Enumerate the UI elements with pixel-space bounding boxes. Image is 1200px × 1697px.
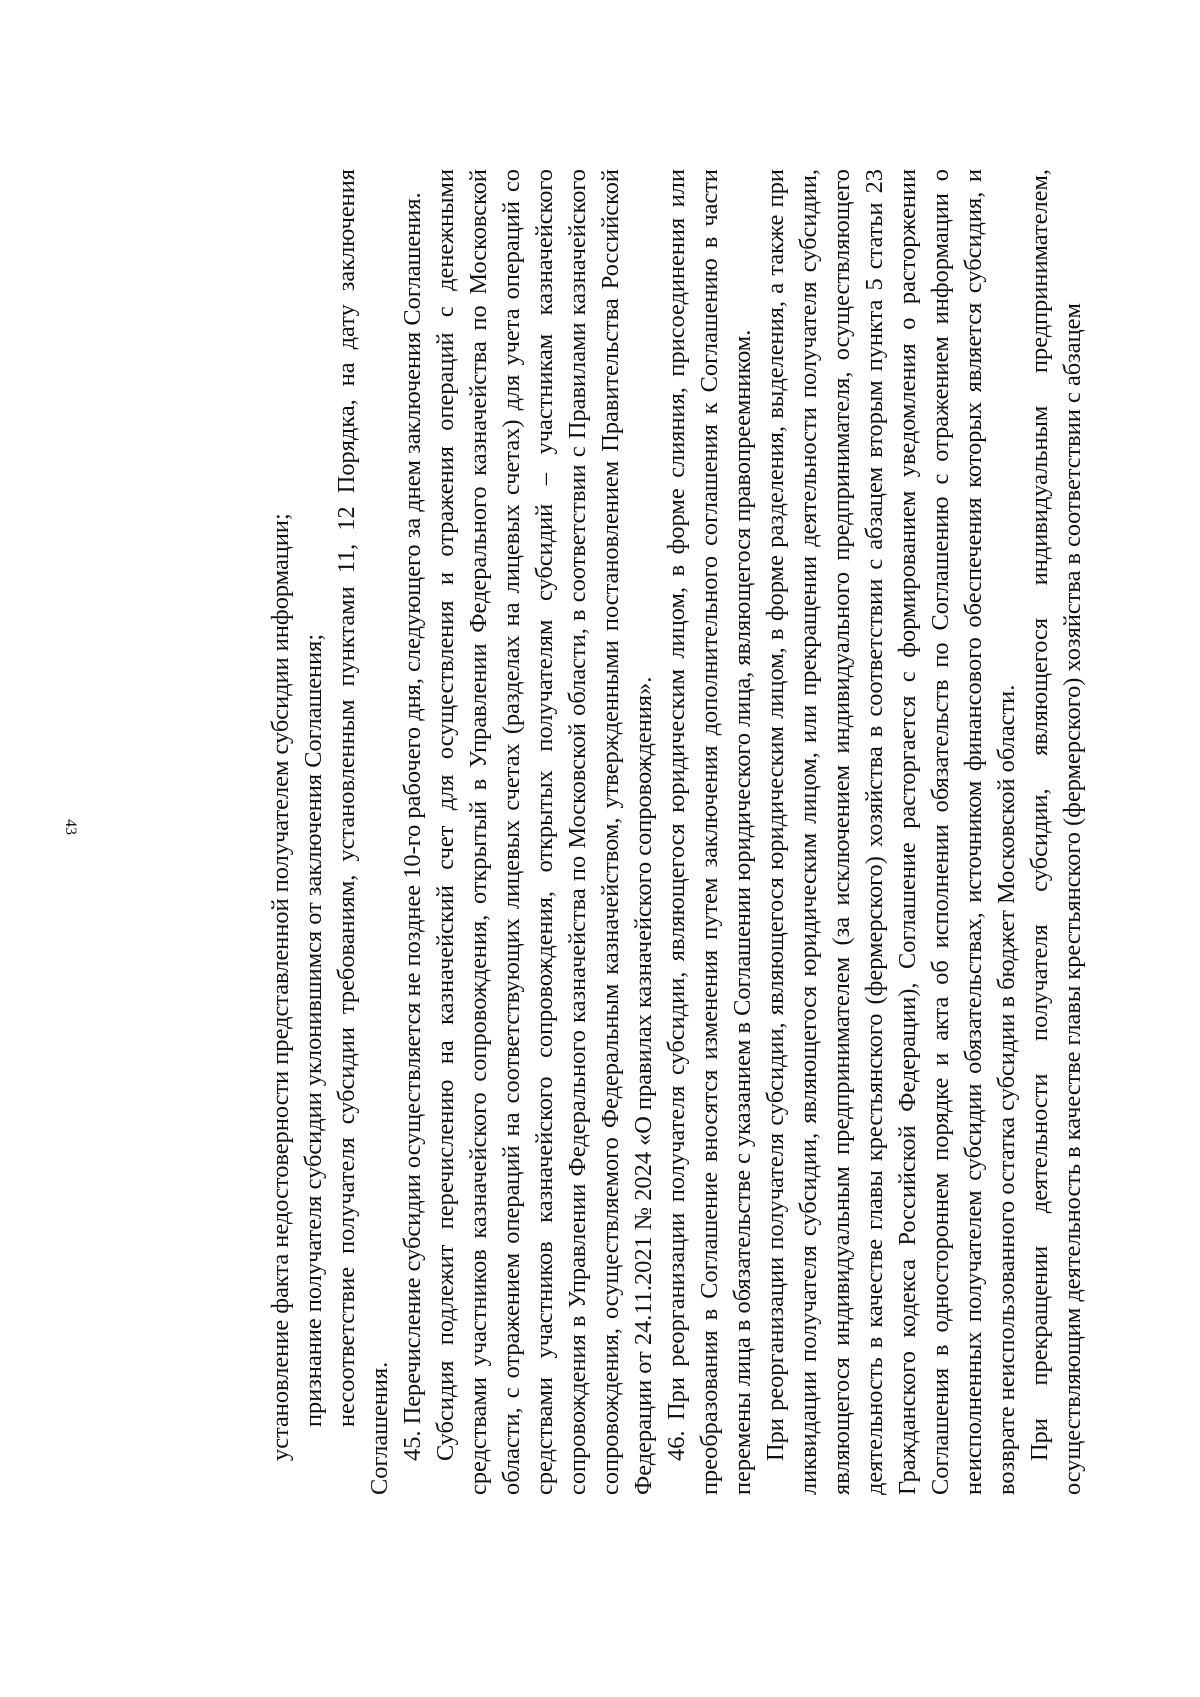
paragraph-46: 46. При реорганизации получателя субсидии, являющегося юридическим лицом, в форме слияния, присоединения или преобразования в Соглашение вносятся изменения путем заключения дополнительного соглашения к Соглашению в части перемены лица в обязательстве с указанием в Соглашении юридического лица, являющегося правопреемником.: [663, 169, 756, 1495]
rotated-page-content: [150, 83, 1086, 1613]
paragraph-termination: При прекращении деятельности получателя субсидии, являющегося индивидуальным предпринимателем, осуществляющим деятельность в качестве главы крестьянского (фермерского) хозяйства в соответствии с абзацем: [1026, 169, 1086, 1495]
document-body: [264, 169, 1089, 1495]
paragraph-reorganization: При реорганизации получателя субсидии, являющегося юридическим лицом, в форме разделения, выделения, а также при ликвидации получателя субсидии, являющегося юридическим лицом, или прекращении деятельности получателя субсидии, являющегося индивидуальным предпринимателем (за исключением индивидуального предпринимателя, осуществляющего деятельность в качестве главы крестьянского (фермерского) хозяйства в соответствии с абзацем вторым пункта 5 статьи 23 Гражданского кодекса Российской Федерации), Соглашение расторгается с формированием уведомления о расторжении Соглашения в одностороннем порядке и акта об исполнении обязательств по Соглашению с отражением информации о неисполненных получателем субсидии обязательствах, источником финансового обеспечения которых является субсидия, и возврате неиспользованного остатка субсидии в бюджет Московской области.: [762, 169, 1020, 1495]
paragraph-3: несоответствие получателя субсидии требованиям, установленным пунктами 11, 12 Порядка, на дату заключения Соглашения.: [333, 169, 393, 1495]
page-number: 43: [62, 819, 79, 835]
paragraph-1: установление факта недостоверности представленной получателем субсидии информации;: [267, 513, 294, 1461]
paragraph-subsidy-transfer: Субсидия подлежит перечислению на казначейский счет для осуществления и отражения операций с денежными средствами участников казначейского сопровождения, открытый в Управлении Федерального казначейства по Московской области, с отражением операций на соответствующих лицевых счетах (разделах на лицевых счетах) для учета операций со средствами участников казначейского сопровождения, открытых получателям субсидий – участникам казначейского сопровождения в Управлении Федерального казначейства по Московской области, в соответствии с Правилами казначейского сопровождения, осуществляемого Федеральным казначейством, утвержденными постановлением Правительства Российской Федерации от 24.11.2021 № 2024 «О правилах казначейского сопровождения».: [432, 169, 657, 1495]
paragraph-45: 45. Перечисление субсидии осуществляется не позднее 10-го рабочего дня, следующего за днем заключения Соглашения.: [399, 192, 426, 1461]
paragraph-2: признание получателя субсидии уклонившимся от заключения Соглашения;: [300, 633, 327, 1427]
